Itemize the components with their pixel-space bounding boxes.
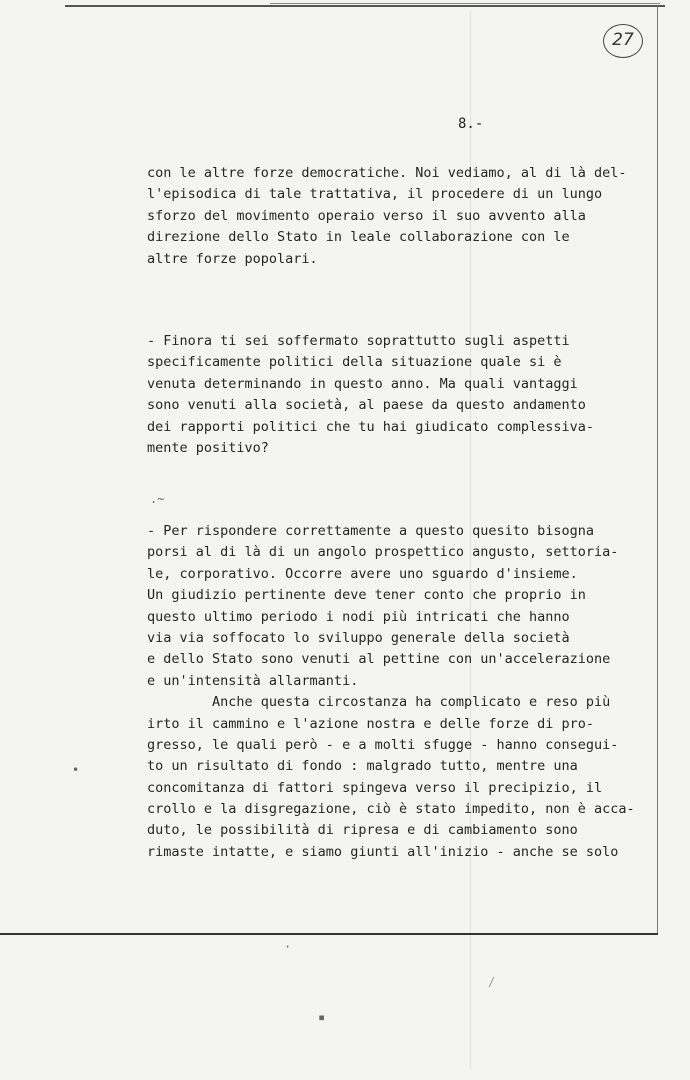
page-number: 8.-	[458, 116, 484, 132]
text-line: duto, le possibilità di ripresa e di cambiamento sono	[147, 822, 578, 839]
text-line: irto il cammino e l'azione nostra e delle forze di pro-	[147, 715, 595, 732]
top-edge-line	[65, 5, 665, 7]
text-line: sforzo del movimento operaio verso il suo avvento alla	[147, 207, 586, 224]
bottom-edge-line	[0, 933, 658, 935]
text-line: direzione dello Stato in leale collaborazione con le	[147, 229, 570, 246]
ink-dot: •	[72, 763, 80, 777]
text-line: via via soffocato lo sviluppo generale della società	[147, 629, 570, 646]
text-line: rimaste intatte, e siamo giunti all'inizio - anche se solo	[147, 843, 619, 860]
text-line: mente positivo?	[147, 439, 269, 456]
text-line: e dello Stato sono venuti al pettine con un'accelerazione	[147, 651, 611, 668]
text-line: concomitanza di fattori spingeva verso il precipizio, il	[147, 779, 603, 796]
ink-mark: .~	[150, 492, 165, 506]
ink-scribble: /	[488, 975, 496, 989]
text-line: dei rapporti politici che tu hai giudicato complessiva-	[147, 418, 595, 435]
archive-stamp-number: 27	[603, 24, 643, 58]
text-line: altre forze popolari.	[147, 250, 318, 267]
ink-dot: ▪	[318, 1010, 326, 1024]
text-line: - Per rispondere correttamente a questo quesito bisogna	[147, 523, 595, 539]
text-line: gresso, le quali però - e a molti sfugge - hanno consegui-	[147, 736, 619, 753]
text-line: e un'intensità allarmanti.	[147, 672, 359, 689]
text-line: sono venuti alla società, al paese da questo andamento	[147, 397, 586, 414]
paragraph-question	[147, 331, 647, 459]
text-line: venuta determinando in questo anno. Ma quali vantaggi	[147, 375, 578, 392]
text-line: porsi al di là di un angolo prospettico angusto, settoria-	[147, 544, 619, 561]
text-line: to un risultato di fondo : malgrado tutto, mentre una	[147, 758, 578, 775]
text-line: Anche questa circostanza ha complicato e reso più	[147, 694, 611, 711]
right-edge-line	[657, 6, 658, 934]
text-line: le, corporativo. Occorre avere uno sguardo d'insieme.	[147, 565, 578, 582]
text-line: con le altre forze democratiche. Noi vediamo, al di là del-	[147, 165, 627, 181]
text-line: Un giudizio pertinente deve tener conto che proprio in	[147, 587, 586, 604]
paragraph-answer	[147, 521, 647, 863]
paragraph-1	[147, 163, 647, 270]
top-edge-line-faint	[270, 3, 660, 4]
text-line: l'episodica di tale trattativa, il procedere di un lungo	[147, 186, 603, 203]
ink-dot: ·	[284, 940, 292, 954]
text-line: questo ultimo periodo i nodi più intricati che hanno	[147, 608, 570, 625]
text-line: - Finora ti sei soffermato soprattutto sugli aspetti	[147, 333, 570, 349]
text-line: crollo e la disgregazione, ciò è stato impedito, non è acca-	[147, 801, 635, 818]
text-line: specificamente politici della situazione quale si è	[147, 354, 562, 371]
